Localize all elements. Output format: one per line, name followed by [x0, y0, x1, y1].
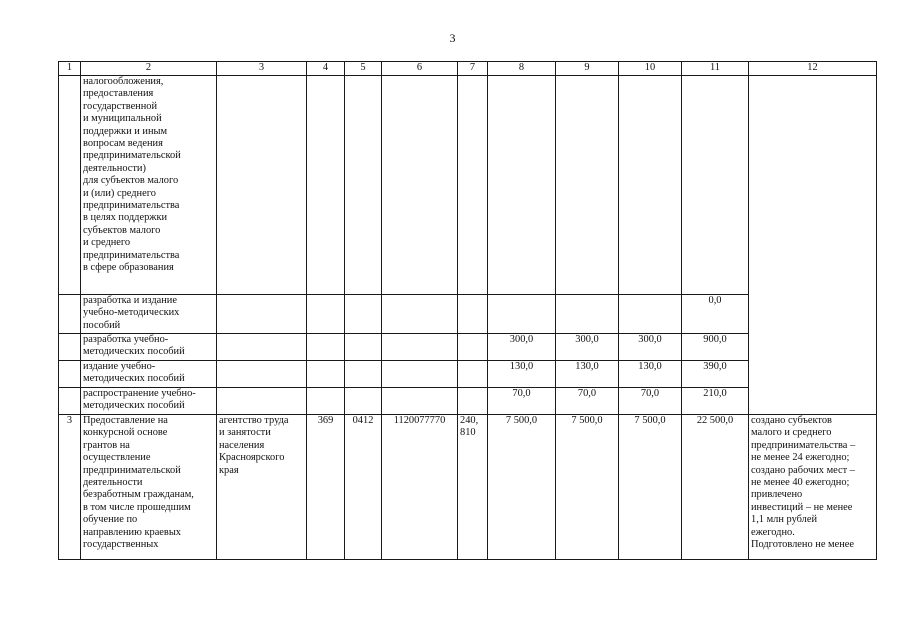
- value-year3: 130,0: [619, 361, 682, 388]
- table-cell: [619, 76, 682, 295]
- table-cell: [682, 76, 749, 295]
- table-cell: [307, 295, 345, 334]
- value-total: 390,0: [682, 361, 749, 388]
- table-cell: [307, 334, 345, 361]
- table-cell: [59, 295, 81, 334]
- table-cell: [217, 388, 307, 415]
- col-header-4: 4: [307, 62, 345, 76]
- table-cell: [382, 295, 458, 334]
- activity-description: налогообложения, предоставления государственной и муниципальной поддержки и иным вопросам ведения предпринимательской деятельности) для субъектов малого и (или) среднего предпринимательства в целях поддержки субъектов малого и среднего предпринимательства в сфере образования: [81, 76, 217, 295]
- value-year3: [619, 295, 682, 334]
- col-header-10: 10: [619, 62, 682, 76]
- value-year1: 130,0: [488, 361, 556, 388]
- table-cell: [345, 388, 382, 415]
- col-header-12: 12: [749, 62, 877, 76]
- table-cell: [556, 76, 619, 295]
- col-header-9: 9: [556, 62, 619, 76]
- table-cell: [458, 361, 488, 388]
- table-cell: [217, 295, 307, 334]
- col-header-3: 3: [217, 62, 307, 76]
- value-total: 900,0: [682, 334, 749, 361]
- table-cell: [382, 76, 458, 295]
- table-cell: [59, 361, 81, 388]
- table-cell: [59, 76, 81, 295]
- sub-activity-label: издание учебно- методических пособий: [81, 361, 217, 388]
- table-cell: [458, 334, 488, 361]
- program-activities-table: [58, 61, 877, 560]
- value-total: 22 500,0: [682, 415, 749, 560]
- sub-activity-label: разработка учебно- методических пособий: [81, 334, 217, 361]
- row-number: 3: [59, 415, 81, 560]
- table-cell: [345, 361, 382, 388]
- col-header-8: 8: [488, 62, 556, 76]
- table-cell: [345, 295, 382, 334]
- table-cell: [217, 361, 307, 388]
- value-year1: [488, 295, 556, 334]
- budget-code-section: 0412: [345, 415, 382, 560]
- value-year2: 300,0: [556, 334, 619, 361]
- page-number: 3: [449, 31, 456, 45]
- value-year2: 130,0: [556, 361, 619, 388]
- value-year3: 300,0: [619, 334, 682, 361]
- table-row: [59, 76, 877, 295]
- value-total: 0,0: [682, 295, 749, 334]
- sub-activity-label: распространение учебно- методических пособий: [81, 388, 217, 415]
- table-cell: [382, 361, 458, 388]
- table-cell: [382, 388, 458, 415]
- budget-code-expense-type: 240, 810: [458, 415, 488, 560]
- col-header-7: 7: [458, 62, 488, 76]
- col-header-6: 6: [382, 62, 458, 76]
- table-row: [59, 415, 877, 560]
- expected-result: создано субъектов малого и среднего предпринимательства – не менее 24 ежегодно; создано рабочих мест – не менее 40 ежегодно; привлечено инвестиций – не менее 1,1 млн рублей ежегодно. Подготовлено не менее: [749, 415, 877, 560]
- table-cell: [345, 334, 382, 361]
- table-cell: [59, 388, 81, 415]
- value-year3: 70,0: [619, 388, 682, 415]
- table-cell: [458, 76, 488, 295]
- value-year1: 70,0: [488, 388, 556, 415]
- value-year1: 300,0: [488, 334, 556, 361]
- table-cell: [307, 76, 345, 295]
- col-header-1: 1: [59, 62, 81, 76]
- column-numbers-row: [59, 62, 877, 76]
- value-year2: [556, 295, 619, 334]
- result-cell-empty: [749, 76, 877, 415]
- value-year3: 7 500,0: [619, 415, 682, 560]
- table-cell: [217, 334, 307, 361]
- table-cell: [217, 76, 307, 295]
- table-cell: [307, 361, 345, 388]
- table-cell: [59, 334, 81, 361]
- table-cell: [458, 295, 488, 334]
- value-year2: 70,0: [556, 388, 619, 415]
- table-cell: [307, 388, 345, 415]
- budget-code-grbs: 369: [307, 415, 345, 560]
- col-header-5: 5: [345, 62, 382, 76]
- table-cell: [345, 76, 382, 295]
- col-header-2: 2: [81, 62, 217, 76]
- activity-description: Предоставление на конкурсной основе грантов на осуществление предпринимательской деятельности безработным гражданам, в том числе прошедшим обучение по направлению краевых государственных: [81, 415, 217, 560]
- responsible-agency: агентство труда и занятости населения Красноярского края: [217, 415, 307, 560]
- budget-code-target: 1120077770: [382, 415, 458, 560]
- table-cell: [488, 76, 556, 295]
- table-cell: [458, 388, 488, 415]
- sub-activity-label: разработка и издание учебно-методических пособий: [81, 295, 217, 334]
- value-year1: 7 500,0: [488, 415, 556, 560]
- value-total: 210,0: [682, 388, 749, 415]
- value-year2: 7 500,0: [556, 415, 619, 560]
- col-header-11: 11: [682, 62, 749, 76]
- table-cell: [382, 334, 458, 361]
